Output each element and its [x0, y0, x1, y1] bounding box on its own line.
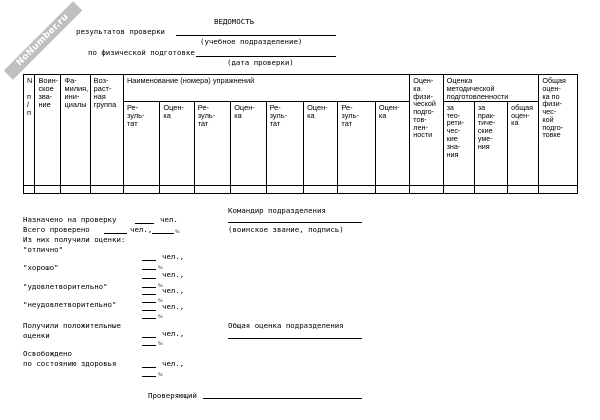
col-rank-header: Воин- ское зва- ние [35, 75, 61, 186]
unsatisfactory-unit: чел., [162, 302, 185, 311]
excellent-label: "отлично" [23, 245, 64, 254]
overall-unit-line[interactable] [228, 338, 362, 339]
unsatisfactory-pct-sign: % [158, 314, 163, 320]
unsatisfactory-label: "неудовлетворительно" [23, 300, 117, 309]
watermark: NoNumber.ru [4, 1, 82, 79]
col-overall-header: Общая оцен- ка по физи- чес- кой подго- товке [539, 75, 578, 186]
exercise-4-result-header: Ре- зуль- тат [338, 101, 375, 185]
checked-count-line[interactable] [104, 233, 127, 234]
exercise-3-score-header: Оцен- ка [304, 101, 338, 185]
overall-method-score-header: общая оцен- ка [508, 101, 539, 185]
exercise-1-result-header: Ре- зуль- тат [123, 101, 159, 185]
checked-unit: чел., [130, 225, 153, 234]
positive-unit: чел., [162, 329, 185, 338]
satisfactory-unit: чел., [162, 286, 185, 295]
excellent-pct-sign: % [158, 265, 163, 271]
col-age-group-header: Воз- раст- ная группа [90, 75, 123, 186]
satisfactory-pct-sign: % [158, 298, 163, 304]
table-row[interactable] [24, 185, 578, 193]
received-marks-label: Из них получили оценки: [23, 235, 126, 244]
overall-unit-label: Общая оценка подразделения [228, 321, 344, 330]
col-name-header: Фа- милия, ини- циалы [61, 75, 90, 186]
assigned-label: Назначено на проверку [23, 215, 117, 224]
excellent-count-line[interactable] [142, 260, 156, 261]
released-label-2: по состоянию здоровья [23, 359, 117, 368]
excellent-unit: чел., [162, 252, 185, 261]
col-physical-score-header: Оцен- ка физи- ческой подго- тов- лен- ности [410, 75, 443, 186]
exercise-2-score-header: Оцен- ка [231, 101, 266, 185]
satisfactory-label: "удовлетворительно" [23, 282, 108, 291]
unsatisfactory-pct-line[interactable] [142, 318, 156, 319]
practice-score-header: за прак- тиче- ские уме- ния [474, 101, 507, 185]
theory-score-header: за тео- рети- чес- кие зна- ния [443, 101, 474, 185]
inspector-label: Проверяющий [148, 391, 197, 400]
positive-label-1: Получили положительные [23, 321, 121, 330]
good-label: "хорошо" [23, 263, 59, 272]
released-count-line[interactable] [142, 367, 156, 368]
checked-label: Всего проверено [23, 225, 90, 234]
unsatisfactory-count-line[interactable] [142, 310, 156, 311]
released-unit: чел., [162, 359, 185, 368]
good-pct-sign: % [158, 283, 163, 289]
good-count-line[interactable] [142, 278, 156, 279]
unit-hint: (учебное подразделение) [200, 37, 303, 46]
document-title: ВЕДОМОСТЬ [214, 17, 255, 26]
results-table [23, 74, 578, 194]
satisfactory-pct-line[interactable] [142, 302, 156, 303]
exercise-3-result-header: Ре- зуль- тат [266, 101, 303, 185]
positive-label-2: оценки [23, 331, 50, 340]
checked-pct-sign: % [175, 229, 180, 235]
col-method-header: Оценка методической подготовленности [443, 75, 539, 102]
rank-signature-hint: (воинское звание, подпись) [228, 225, 344, 234]
commander-label: Командир подразделения [228, 206, 326, 215]
subject-label: по физической подготовке [88, 48, 195, 57]
commander-signature-line[interactable] [228, 222, 362, 223]
exercise-2-result-header: Ре- зуль- тат [194, 101, 230, 185]
positive-pct-sign: % [158, 341, 163, 347]
excellent-pct-line[interactable] [142, 269, 156, 270]
col-exercises-header: Наименование (номера) упражнений [123, 75, 409, 102]
good-pct-line[interactable] [142, 287, 156, 288]
date-hint: (дата проверки) [227, 58, 294, 67]
date-line[interactable] [196, 56, 336, 57]
col-number-header: N п / п [24, 75, 35, 186]
assigned-unit: чел. [160, 215, 178, 224]
good-unit: чел., [162, 270, 185, 279]
exercise-1-score-header: Оцен- ка [160, 101, 194, 185]
unit-line[interactable] [176, 35, 336, 36]
released-pct-line[interactable] [142, 376, 156, 377]
inspector-signature-line[interactable] [203, 398, 362, 399]
assigned-line[interactable] [135, 223, 154, 224]
checked-pct-line[interactable] [152, 233, 174, 234]
positive-count-line[interactable] [142, 337, 156, 338]
released-label-1: Освобождено [23, 349, 72, 358]
released-pct-sign: % [158, 372, 163, 378]
exercise-4-score-header: Оцен- ка [375, 101, 409, 185]
results-label: результатов проверки [76, 27, 165, 36]
satisfactory-count-line[interactable] [142, 294, 156, 295]
positive-pct-line[interactable] [142, 345, 156, 346]
